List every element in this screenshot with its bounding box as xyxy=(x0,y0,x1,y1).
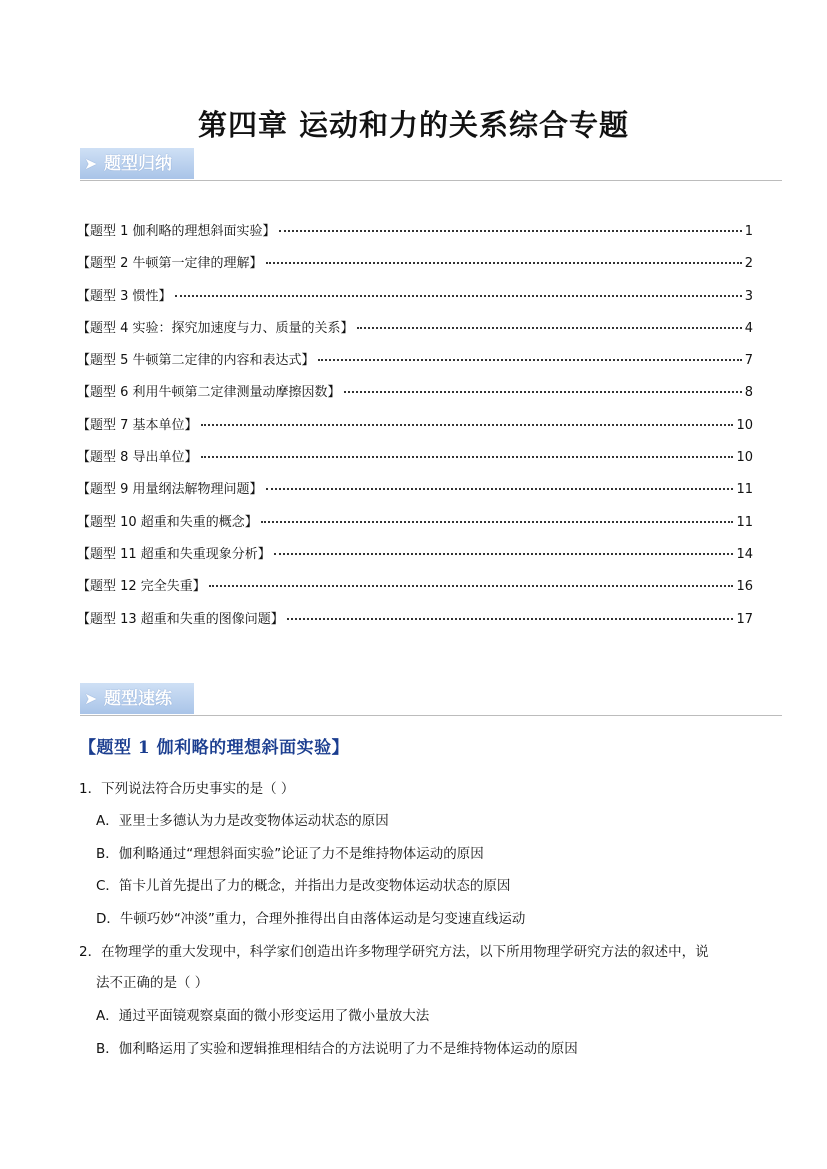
toc-label: 【题型 12 完全失重】 xyxy=(77,579,206,595)
dot-leader xyxy=(201,424,734,426)
toc-item[interactable] xyxy=(77,511,753,543)
dot-leader xyxy=(287,618,734,620)
question-2-option-b: B．伽利略运用了实验和逻辑推理相结合的方法说明了力不是维持物体运动的原因 xyxy=(96,1041,578,1057)
toc-item[interactable] xyxy=(77,252,753,284)
toc-page: 17 xyxy=(736,611,753,627)
toc-item[interactable] xyxy=(77,575,753,607)
arrow-right-icon: ➤ xyxy=(84,689,98,708)
toc-page: 3 xyxy=(744,288,753,304)
divider xyxy=(80,180,782,181)
table-of-contents xyxy=(77,220,753,640)
dot-leader xyxy=(261,521,734,523)
toc-label: 【题型 3 惯性】 xyxy=(77,288,172,304)
toc-label: 【题型 8 导出单位】 xyxy=(77,450,198,466)
toc-page: 4 xyxy=(744,320,753,336)
toc-page: 2 xyxy=(744,256,753,272)
dot-leader xyxy=(209,585,734,587)
toc-item[interactable] xyxy=(77,285,753,317)
toc-page: 10 xyxy=(736,417,753,433)
arrow-right-icon: ➤ xyxy=(84,154,98,173)
dot-leader xyxy=(201,456,734,458)
section-header-practice xyxy=(80,683,782,716)
section-tag xyxy=(80,683,194,714)
dot-leader xyxy=(318,359,742,361)
question-1-option-c: C．笛卡儿首先提出了力的概念，并指出力是改变物体运动状态的原因 xyxy=(96,878,511,894)
dot-leader xyxy=(266,488,734,490)
toc-item[interactable] xyxy=(77,414,753,446)
toc-label: 【题型 9 用量纲法解物理问题】 xyxy=(77,482,263,498)
dot-leader xyxy=(279,230,742,232)
dot-leader xyxy=(266,262,742,264)
question-2-option-a: A．通过平面镜观察桌面的微小形变运用了微小量放大法 xyxy=(96,1008,430,1024)
dot-leader xyxy=(274,553,734,555)
toc-page: 14 xyxy=(736,546,753,562)
question-1-option-b: B．伽利略通过“理想斜面实验”论证了力不是维持物体运动的原因 xyxy=(96,846,484,862)
toc-label: 【题型 6 利用牛顿第二定律测量动摩擦因数】 xyxy=(77,385,341,401)
toc-label: 【题型 7 基本单位】 xyxy=(77,417,198,433)
toc-label: 【题型 11 超重和失重现象分析】 xyxy=(77,546,271,562)
dot-leader xyxy=(344,391,742,393)
section-label: 题型速练 xyxy=(104,689,172,709)
toc-item[interactable] xyxy=(77,608,753,640)
section-tag xyxy=(80,148,194,179)
section-label: 题型归纳 xyxy=(104,154,172,174)
dot-leader xyxy=(175,295,742,297)
question-2-stem: 2．在物理学的重大发现中，科学家们创造出许多物理学研究方法，以下所用物理学研究方法的叙述中，说 xyxy=(79,944,709,960)
question-1-stem: 1．下列说法符合历史事实的是（ ） xyxy=(79,781,295,797)
toc-label: 【题型 13 超重和失重的图像问题】 xyxy=(77,611,284,627)
toc-page: 11 xyxy=(736,514,753,530)
toc-page: 7 xyxy=(744,353,753,369)
toc-item[interactable] xyxy=(77,478,753,510)
question-2-stem-cont: 法不正确的是（ ） xyxy=(96,975,209,991)
toc-page: 1 xyxy=(744,224,753,239)
toc-item[interactable] xyxy=(77,220,753,252)
toc-label: 【题型 4 实验：探究加速度与力、质量的关系】 xyxy=(77,320,354,336)
toc-label: 【题型 10 超重和失重的概念】 xyxy=(77,514,258,530)
toc-label: 【题型 2 牛顿第一定律的理解】 xyxy=(77,256,263,272)
toc-item[interactable] xyxy=(77,381,753,413)
toc-item[interactable] xyxy=(77,349,753,381)
section-header-summary xyxy=(80,148,782,181)
page-title: 第四章 运动和力的关系综合专题 xyxy=(197,108,630,142)
toc-label: 【题型 1 伽利略的理想斜面实验】 xyxy=(77,224,276,239)
toc-page: 16 xyxy=(736,579,753,595)
toc-item[interactable] xyxy=(77,317,753,349)
divider xyxy=(80,715,782,716)
toc-item[interactable] xyxy=(77,446,753,478)
question-type-heading: 【题型 1 伽利略的理想斜面实验】 xyxy=(79,738,350,758)
dot-leader xyxy=(357,327,742,329)
toc-page: 11 xyxy=(736,482,753,498)
toc-page: 10 xyxy=(736,450,753,466)
toc-item[interactable] xyxy=(77,543,753,575)
question-1-option-a: A．亚里士多德认为力是改变物体运动状态的原因 xyxy=(96,813,389,829)
toc-label: 【题型 5 牛顿第二定律的内容和表达式】 xyxy=(77,353,315,369)
toc-page: 8 xyxy=(744,385,753,401)
question-1-option-d: D．牛顿巧妙“冲淡”重力，合理外推得出自由落体运动是匀变速直线运动 xyxy=(96,911,526,927)
